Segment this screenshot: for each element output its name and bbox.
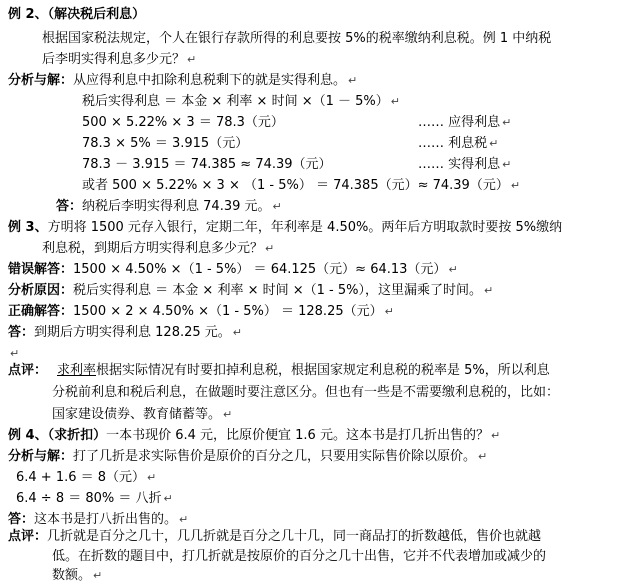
paragraph-mark-icon: ↵ — [223, 408, 233, 421]
example-4-analysis — [8, 446, 487, 468]
comment-2-line-3 — [52, 565, 102, 587]
step-note: …… 实得利息 — [418, 157, 501, 172]
cause-text: 税后实得利息 ＝ 本金 × 利率 × 时间 ×（1 - 5%），这里漏乘了时间。 — [73, 283, 482, 298]
example-2-formula — [82, 91, 400, 113]
step-text: 78.3 × 5% ＝ 3.915（元） — [82, 136, 249, 151]
paragraph-mark-icon: ↵ — [348, 74, 358, 87]
paragraph-mark-icon: ↵ — [163, 492, 173, 505]
text: 几折就是百分之几十，几几折就是百分之几十几，同一商品打的折数越低，售价也就越 — [47, 529, 542, 544]
paragraph-mark-icon: ↵ — [502, 158, 512, 171]
example-4-title-line — [8, 425, 500, 447]
analysis-text: 从应得利息中扣除利息税剩下的就是实得利息。 — [73, 73, 347, 88]
step-text: 6.4 ÷ 8 ＝ 80% ＝ 八折 — [16, 491, 162, 506]
step-note: …… 应得利息 — [418, 115, 501, 130]
paragraph-mark-icon: ↵ — [384, 305, 394, 318]
answer-text: 到期后方明实得利息 128.25 元。 — [34, 325, 231, 340]
right-answer-text: 1500 × 2 × 4.50% ×（1 - 5%） ＝ 128.25（元） — [73, 304, 383, 319]
paragraph-mark-icon: ↵ — [502, 116, 512, 129]
paragraph-mark-icon: ↵ — [93, 569, 103, 582]
example-2-answer — [56, 196, 282, 218]
paragraph-mark-icon: ↵ — [179, 513, 189, 526]
example-2-step-2 — [82, 133, 248, 155]
example-4-step-2 — [16, 488, 173, 510]
paragraph-mark-icon: ↵ — [232, 326, 242, 339]
text: 低。在折数的题目中，打几折就是按原价的百分之几十出售，它并不代表增加或减少的 — [52, 549, 547, 564]
answer-text: 纳税后李明实得利息 74.39 元。 — [82, 199, 271, 214]
comment-underlined-text: 求利率 — [57, 363, 97, 378]
comment-label: 点评： — [8, 529, 48, 544]
paragraph-mark-icon: ↵ — [265, 242, 275, 255]
example-3-desc-line-2 — [42, 238, 274, 260]
analysis-label: 分析与解： — [8, 449, 74, 464]
text: 利息税，到期后方明实得利息多少元？ — [42, 241, 264, 256]
paragraph-mark-icon: ↵ — [489, 137, 499, 150]
answer-label: 答： — [8, 512, 35, 527]
example-3-wrong-answer — [8, 259, 458, 281]
comment-2-line-1 — [8, 526, 541, 548]
comment-1-line-3 — [52, 404, 232, 426]
paragraph-mark-icon: ↵ — [272, 200, 282, 213]
paragraph-mark-icon: ↵ — [483, 284, 494, 297]
step-text: 6.4 + 1.6 ＝ 8（元） — [16, 470, 146, 485]
example-2-step-3 — [82, 154, 332, 176]
example-2-title — [8, 4, 145, 26]
text: 方明将 1500 元存入银行，定期二年，年利率是 4.50%。两年后方明取款时要按 5%缴纳 — [47, 220, 563, 235]
example-4-step-1 — [16, 467, 156, 489]
example-2-analysis — [8, 70, 357, 92]
paragraph-mark-icon: ↵ — [390, 95, 400, 108]
right-answer-label: 正确解答： — [8, 304, 74, 319]
example-2-step-1 — [82, 112, 284, 134]
paragraph-mark-icon: ↵ — [147, 471, 157, 484]
formula-text: 税后实得利息 ＝ 本金 × 利率 × 时间 ×（1 － 5%） — [82, 94, 389, 109]
text: 根据国家税法规定，个人在银行存款所得的利息要按 5%的税率缴纳利息税。例 1 中纳税 — [42, 31, 552, 46]
analysis-label: 分析与解： — [8, 73, 74, 88]
example-3-cause — [8, 280, 493, 302]
wrong-answer-text: 1500 × 4.50% ×（1 - 5%） ＝ 64.125（元）≈ 64.13（元） — [73, 262, 447, 277]
comment-1-line-1 — [8, 360, 550, 382]
example-2-title-text: 例 2、（解决税后利息） — [8, 7, 146, 22]
paragraph-mark-icon: ↵ — [490, 429, 501, 442]
analysis-text: 打了几折是求实际售价是原价的百分之几，只要用实际售价除以原价。 — [73, 449, 477, 464]
comment-1-line-2 — [52, 382, 559, 404]
paragraph-mark-icon: ↵ — [448, 263, 458, 276]
example-2-alternative — [82, 175, 520, 197]
example-2-desc-line-2 — [42, 49, 196, 71]
example-3-title: 例 3、 — [8, 220, 48, 235]
example-3-desc-line-1 — [8, 217, 562, 239]
paragraph-mark-icon: ↵ — [478, 450, 488, 463]
example-2-step-2-note — [418, 133, 498, 155]
example-3-right-answer — [8, 301, 394, 323]
text: 根据实际情况有时要扣掉利息税，根据国家规定利息税的税率是 5%，所以利息 — [96, 363, 550, 378]
step-note: …… 利息税 — [418, 136, 488, 151]
paragraph-mark-icon: ↵ — [510, 179, 521, 192]
answer-label: 答： — [56, 199, 83, 214]
step-text: 500 × 5.22% × 3 ＝ 78.3（元） — [82, 115, 284, 130]
alternative-text: 或者 500 × 5.22% × 3 × （1 - 5%） ＝ 74.385（元）≈ 74.39（元） — [82, 178, 509, 193]
text: 后李明实得利息多少元？ — [42, 52, 186, 67]
answer-label: 答： — [8, 325, 35, 340]
paragraph-mark-icon: ↵ — [10, 347, 20, 360]
step-text: 78.3 － 3.915 ＝ 74.385 ≈ 74.39（元） — [82, 157, 332, 172]
text: 分税前利息和税后利息，在做题时要注意区分。但也有一些是不需要缴利息税的，比如： — [52, 385, 560, 400]
text: 数额。 — [52, 568, 92, 583]
example-2-step-3-note — [418, 154, 511, 176]
answer-text: 这本书是打八折出售的。 — [34, 512, 178, 527]
paragraph-mark-icon: ↵ — [187, 53, 197, 66]
example-2-desc-line-1 — [42, 28, 551, 50]
comment-label: 点评： — [8, 363, 48, 378]
wrong-answer-label: 错误解答： — [8, 262, 74, 277]
example-2-step-1-note — [418, 112, 511, 134]
example-3-answer — [8, 322, 242, 344]
cause-label: 分析原因： — [8, 283, 74, 298]
example-4-title: 例 4、（求折扣） — [8, 428, 107, 443]
text: 国家建设债券、教育储蓄等。 — [52, 407, 222, 422]
example-4-desc: 一本书现价 6.4 元，比原价便宜 1.6 元。这本书是打几折出售的？ — [106, 428, 489, 443]
comment-2-line-2 — [52, 546, 546, 568]
